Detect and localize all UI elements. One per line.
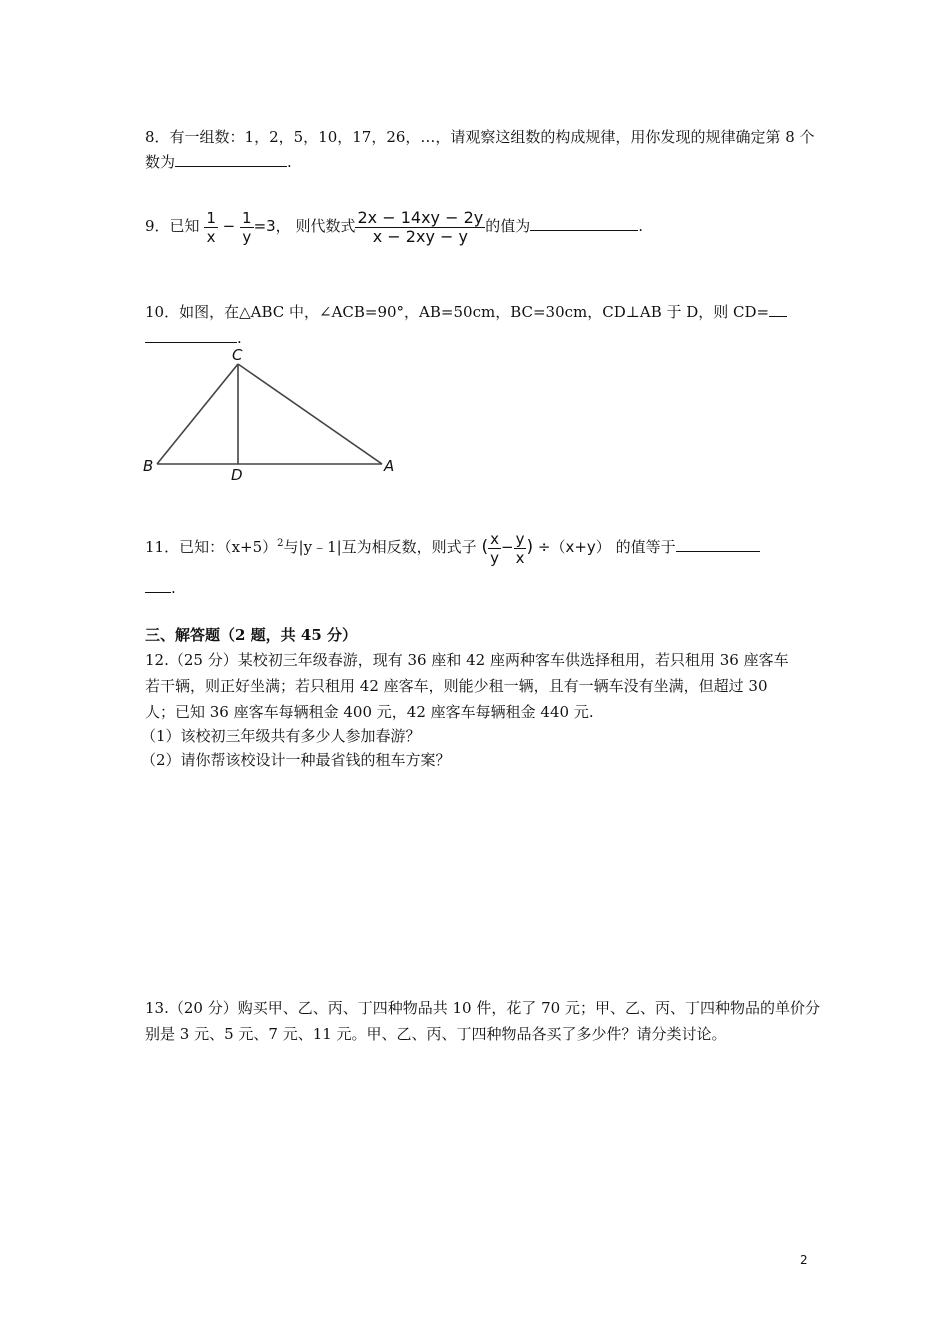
section-3-title: 三、解答题（2 题，共 45 分）: [145, 626, 357, 644]
q12-sub2: （2）请你帮该校设计一种最省钱的租车方案？: [141, 751, 451, 769]
q9-suffix: 的值为: [485, 217, 531, 235]
q11-minus: −: [501, 538, 514, 556]
q8-line2: [145, 152, 292, 172]
q12-line1: 12.（25 分）某校初三年级春游，现有 36 座和 42 座两种客车供选择租用，若只租用 36 座客车: [145, 651, 789, 669]
q11-end: .: [171, 579, 176, 597]
q11-suffix: 的值等于: [615, 538, 676, 556]
q11-answer-blank-a[interactable]: [676, 537, 760, 552]
q9-fraction-2: [240, 209, 254, 246]
q11-open-paren: (: [481, 537, 489, 557]
q8-line2-text: 数为: [145, 153, 176, 171]
q10-line1: [145, 302, 787, 322]
label-c: C: [232, 346, 243, 364]
q11-line1: [145, 525, 760, 565]
q9-f2-num: 1: [242, 208, 252, 227]
q9-f1-den: x: [206, 227, 216, 246]
q13-line1: 13.（20 分）购买甲、乙、丙、丁四种物品共 10 件，花了 70 元；甲、乙、丙、丁四种物品的单价分: [145, 999, 820, 1017]
q10-end: .: [237, 329, 242, 347]
q9-fraction-3: [355, 209, 485, 246]
q11-f1-num: x: [490, 529, 499, 548]
q11-mid1: 与|y﹣1|互为相反数，则式子: [283, 538, 477, 556]
q13-line2: 别是 3 元、5 元、7 元、11 元。甲、乙、丙、丁四种物品各买了多少件？请分类讨论。: [145, 1025, 727, 1043]
q9-f3-num: 2x − 14xy − 2y: [357, 207, 484, 227]
q8-line1: 8．有一组数：1，2，5，10，17，26，…，请观察这组数的构成规律，用你发现的规律确定第 8 个: [145, 128, 815, 146]
page-number: 2: [800, 1253, 808, 1267]
q10-text: 10．如图，在△ABC 中，∠ACB=90°，AB=50cm，BC=30cm，CD⊥AB 于 D，则 CD=: [145, 303, 770, 321]
q9-f1-num: 1: [206, 208, 216, 227]
q11-close-paren: ): [526, 537, 534, 557]
q11-f2-num: y: [515, 529, 525, 548]
q9-end: .: [638, 217, 644, 235]
q11-sup: 2: [277, 538, 284, 549]
edge-ca: [238, 364, 382, 464]
q9-mid: 则代数式: [295, 217, 356, 235]
q11-f2-den: x: [515, 548, 525, 567]
triangle-figure: [140, 340, 410, 490]
q12-line3: 人；已知 36 座客车每辆租金 400 元，42 座客车每辆租金 440 元.: [145, 703, 594, 721]
q9-line: [145, 207, 643, 247]
label-a: A: [384, 457, 395, 475]
q12-sub1: （1）该校初三年级共有多少人参加春游？: [141, 727, 421, 745]
q12-line2: 若干辆，则正好坐满；若只租用 42 座客车，则能少租一辆，且有一辆车没有坐满，但超过 30: [145, 677, 768, 695]
q11-div: ÷（x+y）: [537, 538, 611, 556]
q11-line2: [145, 578, 176, 598]
q8-end: .: [287, 153, 292, 171]
edge-bc: [157, 364, 238, 464]
q11-f1-den: y: [490, 548, 499, 567]
q9-answer-blank[interactable]: [530, 216, 638, 231]
q11-fraction-1: [488, 530, 501, 567]
q9-f3-den: x − 2xy − y: [372, 226, 468, 246]
label-d: D: [231, 466, 243, 484]
q9-minus: −: [222, 217, 236, 235]
q9-fraction-1: [204, 209, 218, 246]
q9-prefix: 9．已知: [145, 217, 200, 235]
q9-f2-den: y: [242, 227, 252, 246]
q10-answer-blank-a[interactable]: [769, 302, 787, 317]
q11-answer-blank-b[interactable]: [145, 578, 171, 593]
q8-answer-blank[interactable]: [175, 152, 287, 167]
q11-prefix: 11．已知：（x+5）: [145, 538, 278, 556]
label-b: B: [143, 457, 154, 475]
q9-eq: =3，: [253, 217, 291, 235]
q11-fraction-2: [514, 530, 527, 567]
